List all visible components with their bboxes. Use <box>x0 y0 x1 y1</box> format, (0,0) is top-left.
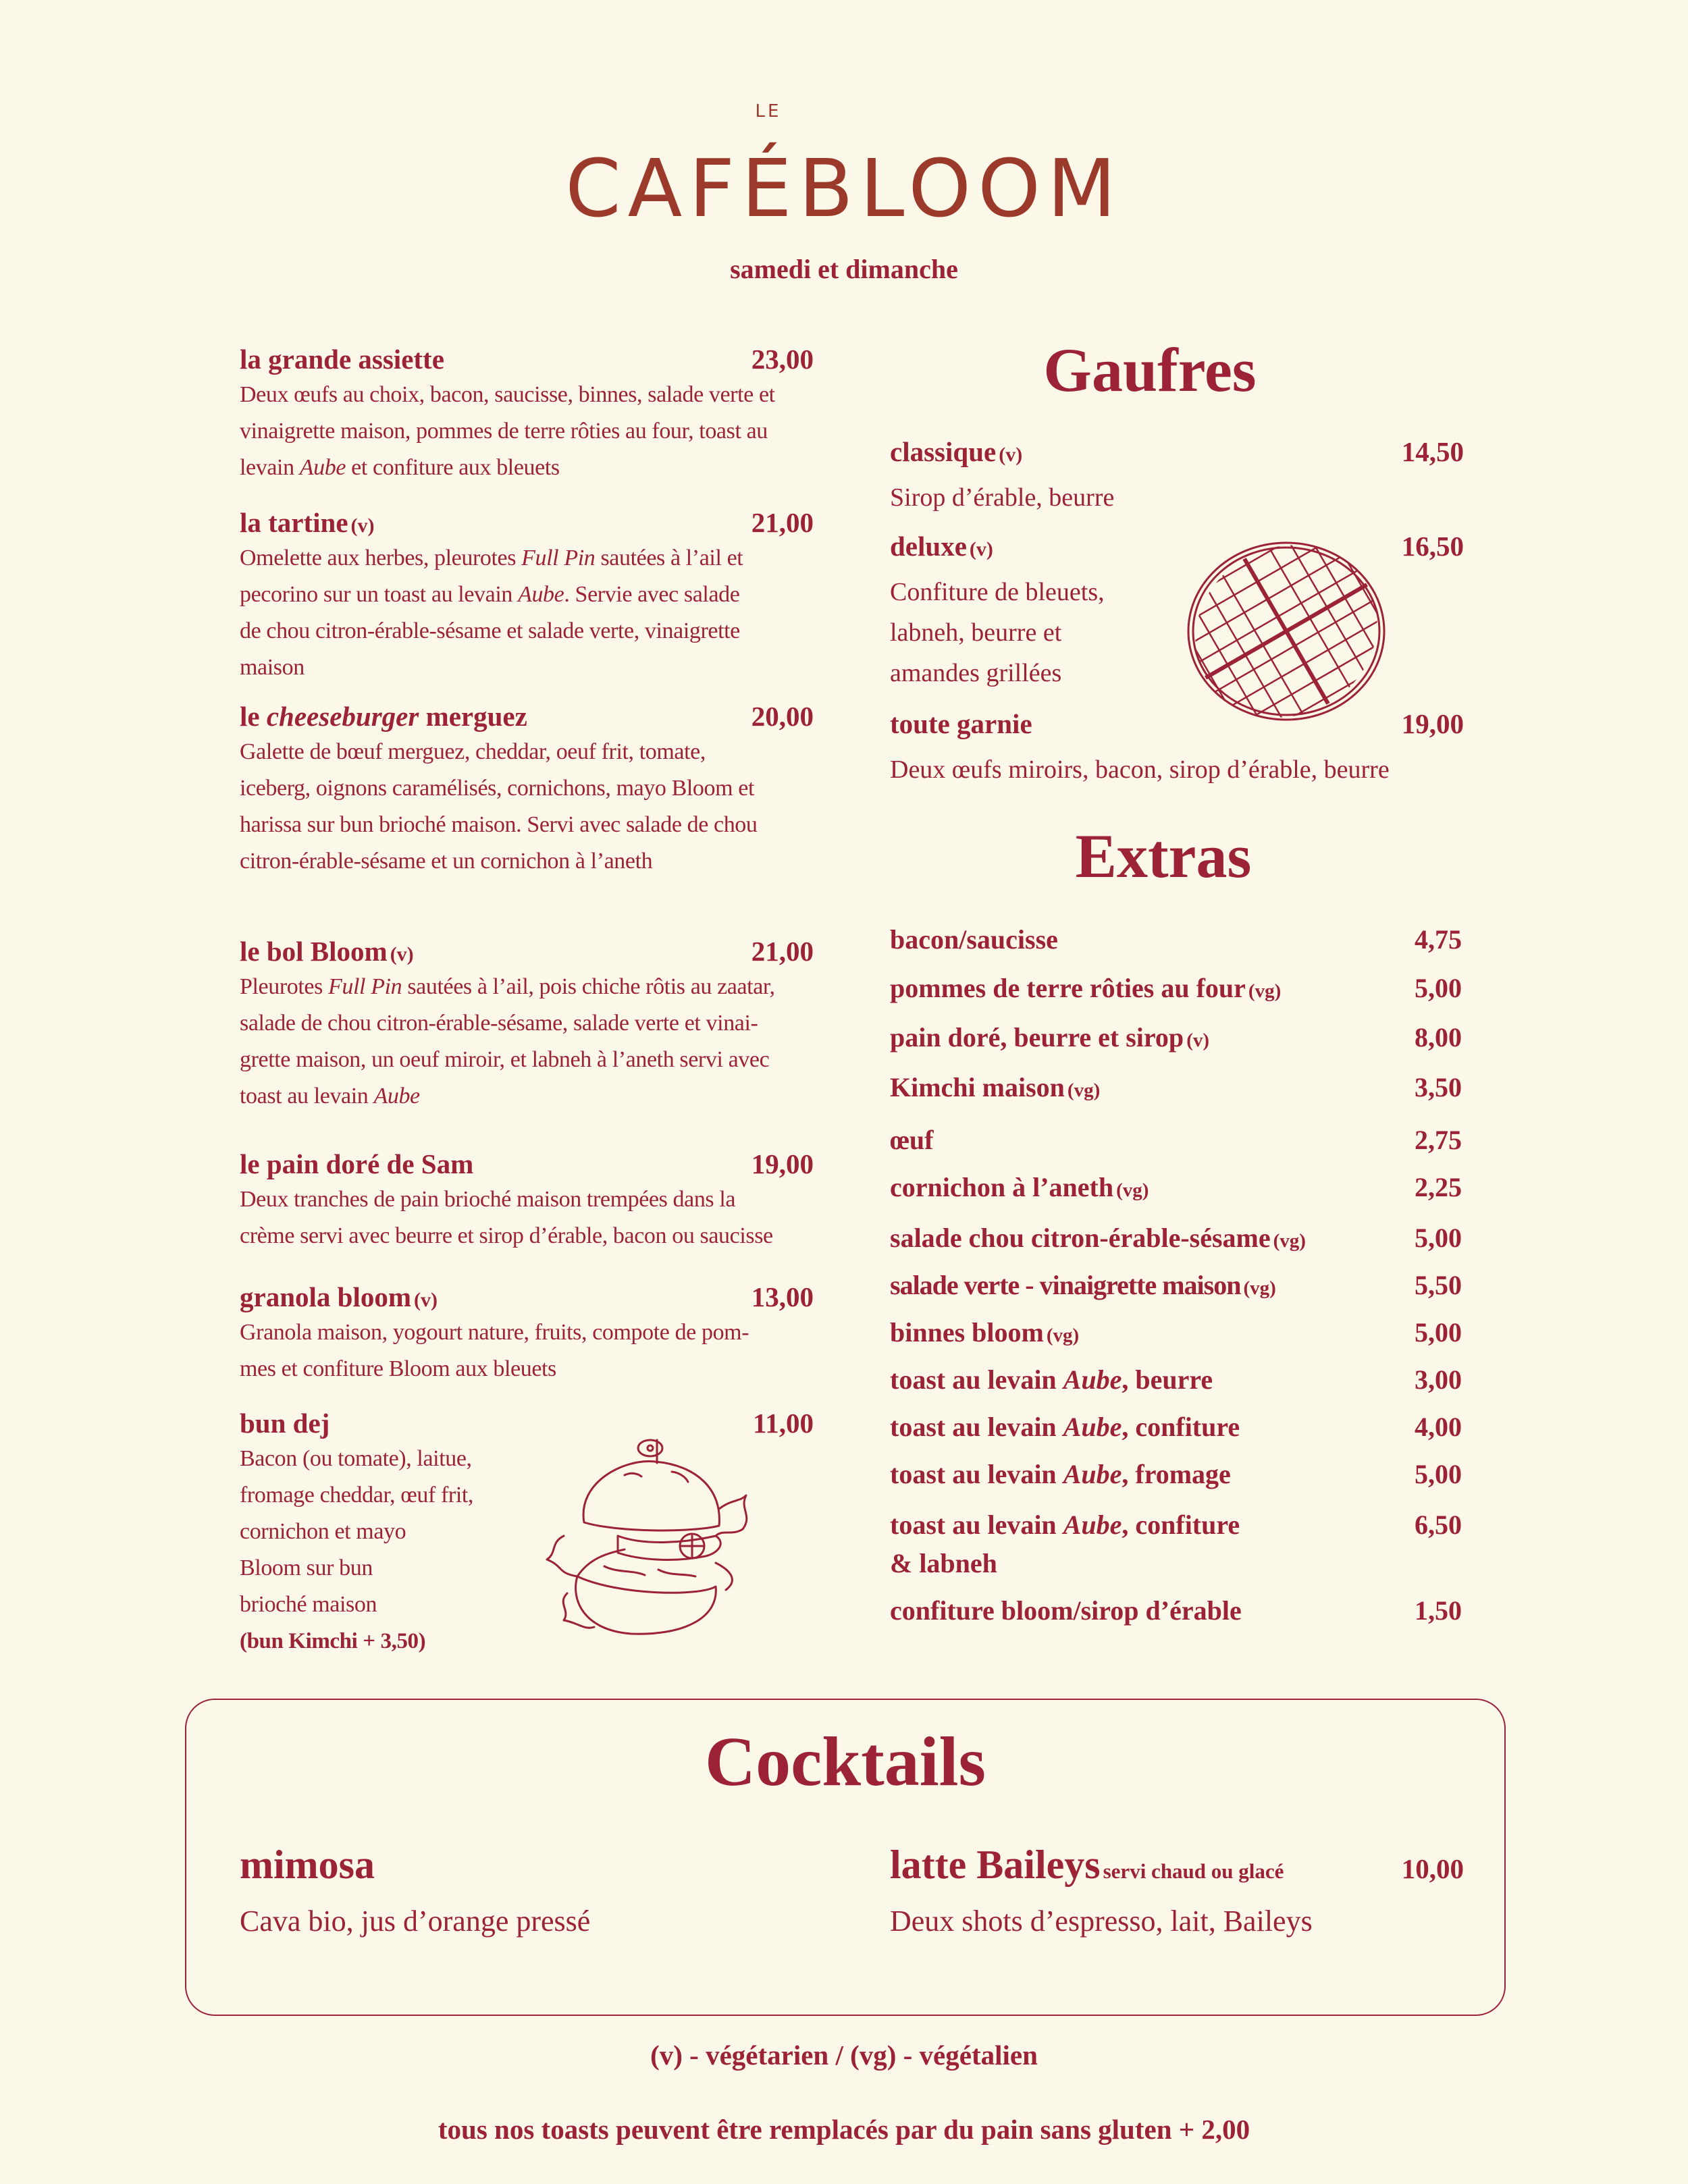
item-price: 14,50 <box>1401 436 1464 467</box>
item-tag: (v) <box>390 943 414 965</box>
cocktail-price: 10,00 <box>1401 1853 1464 1884</box>
cocktail-mimosa-name: mimosa <box>240 1842 375 1887</box>
item-name: la grande assiette <box>240 344 444 375</box>
item-name: toute garnie <box>890 708 1032 739</box>
item-description: Deux œufs miroirs, bacon, sirop d’érable, beurre <box>890 755 1390 784</box>
logo: CAFÉBLOOM <box>565 142 1123 235</box>
extra-item: toast au levain Aube, fromage 5,00 <box>890 1459 1462 1489</box>
item-description: Galette de bœuf merguez, cheddar, oeuf frit, tomate, iceberg, oignons caramélisés, cornichons, mayo Bloom et harissa sur bun brioché maison. Servi avec salade de chou citron-érable-sésame et un cornichon à l’aneth <box>240 739 758 874</box>
cocktail-mimosa-description: Cava bio, jus d’orange pressé <box>240 1905 591 1938</box>
item-description: Deux œufs au choix, bacon, saucisse, binnes, salade verte et vinaigrette maison, pommes de terre rôties au four, toast au levain Aube et confiture aux bleuets <box>240 382 775 480</box>
extra-item: salade verte - vinaigrette maison (vg) 5,50 <box>890 1270 1462 1300</box>
item-description: Granola maison, yogourt nature, fruits, compote de pom- mes et confiture Bloom aux bleuets <box>240 1320 749 1381</box>
menu-item-tartine <box>240 506 814 686</box>
item-name: le cheeseburger merguez <box>240 701 527 732</box>
extra-item: cornichon à l’aneth (vg) 2,25 <box>890 1172 1462 1202</box>
waffle-illustration <box>1185 540 1388 722</box>
item-description: Sirop d’érable, beurre <box>890 483 1115 512</box>
menu-item-granola <box>240 1281 814 1387</box>
cocktails-title: Cocktails <box>705 1723 986 1801</box>
item-description: Omelette aux herbes, pleurotes Full Pin sautées à l’ail et pecorino sur un toast au levain Aube. Servie avec salade de chou citron-érable-sésame et salade verte, vinaigrette maison <box>240 545 743 680</box>
menu-item-grande-assiette <box>240 343 814 486</box>
logo-le: LE <box>755 101 782 122</box>
item-price: 16,50 <box>1401 531 1464 562</box>
extra-item: pommes de terre rôties au four (vg) 5,00 <box>890 973 1462 1003</box>
extra-item: confiture bloom/sirop d’érable 1,50 <box>890 1595 1462 1626</box>
subtitle: samedi et dimanche <box>730 254 958 284</box>
extra-item: binnes bloom (vg) 5,00 <box>890 1317 1462 1348</box>
item-name: deluxe <box>890 531 967 562</box>
cocktail-name: latte Baileys <box>890 1842 1101 1887</box>
extra-item: toast au levain Aube, beurre 3,00 <box>890 1364 1462 1395</box>
extra-item: toast au levain Aube, confiture & labneh 6,50 <box>890 1510 1462 1578</box>
gluten-free-note: tous nos toasts peuvent être remplacés par du pain sans gluten + 2,00 <box>438 2114 1250 2145</box>
gaufres-title: Gaufres <box>1043 336 1257 404</box>
item-description: Deux tranches de pain brioché maison trempées dans la crème servi avec beurre et sirop d’érable, bacon ou saucisse <box>240 1187 773 1248</box>
item-name: le bol Bloom <box>240 936 388 967</box>
item-description: Pleurotes Full Pin sautées à l’ail, pois chiche rôtis au zaatar, salade de chou citron-érable-sésame, salade verte et vinai- grette maison, un oeuf miroir, et labneh à l’aneth servi avec toast au levain Aube <box>240 974 775 1109</box>
item-price: 21,00 <box>751 507 814 538</box>
item-description: Bacon (ou tomate), laitue, fromage cheddar, œuf frit, cornichon et mayo Bloom sur bun brioché maison (bun Kimchi + 3,50) <box>240 1441 814 1659</box>
item-tag: (v) <box>414 1289 438 1311</box>
extra-item: toast au levain Aube, confiture 4,00 <box>890 1412 1462 1442</box>
item-name: granola bloom <box>240 1281 411 1312</box>
item-name: classique <box>890 436 997 467</box>
item-tag: (v) <box>999 444 1023 466</box>
item-name: le pain doré de Sam <box>240 1148 474 1179</box>
item-tag: (v) <box>969 538 993 560</box>
dietary-legend: (v) - végétarien / (vg) - végétalien <box>650 2040 1038 2071</box>
item-price: 21,00 <box>751 936 814 967</box>
extra-item: œuf 2,75 <box>890 1125 1462 1155</box>
item-name: la tartine <box>240 507 348 538</box>
item-price: 19,00 <box>1401 708 1464 739</box>
menu-item-bol-bloom <box>240 935 814 1115</box>
item-price: 13,00 <box>751 1281 814 1312</box>
item-tag: (v) <box>350 514 375 537</box>
extra-item: salade chou citron-érable-sésame (vg) 5,00 <box>890 1223 1462 1253</box>
extra-item: pain doré, beurre et sirop (v) 8,00 <box>890 1022 1462 1053</box>
extra-item: bacon/saucisse 4,75 <box>890 924 1462 955</box>
item-price: 11,00 <box>753 1408 814 1439</box>
cocktail-note: servi chaud ou glacé <box>1103 1859 1284 1883</box>
item-price: 23,00 <box>751 344 814 375</box>
item-price: 19,00 <box>751 1148 814 1179</box>
menu-item-pain-dore <box>240 1148 814 1254</box>
item-price: 20,00 <box>751 701 814 732</box>
bun-kimchi-option: (bun Kimchi + 3,50) <box>240 1629 426 1653</box>
gaufre-classique <box>890 435 1464 518</box>
extra-item: Kimchi maison (vg) 3,50 <box>890 1072 1462 1102</box>
extras-title: Extras <box>1075 822 1252 890</box>
burger-illustration <box>537 1435 793 1651</box>
item-description: Confiture de bleuets, labneh, beurre et amandes grillées <box>890 578 1105 687</box>
cocktail-latte-description: Deux shots d’espresso, lait, Baileys <box>890 1905 1313 1938</box>
item-name: bun dej <box>240 1408 330 1439</box>
cocktail-latte-baileys <box>890 1842 1464 1888</box>
menu-item-cheeseburger <box>240 700 814 880</box>
